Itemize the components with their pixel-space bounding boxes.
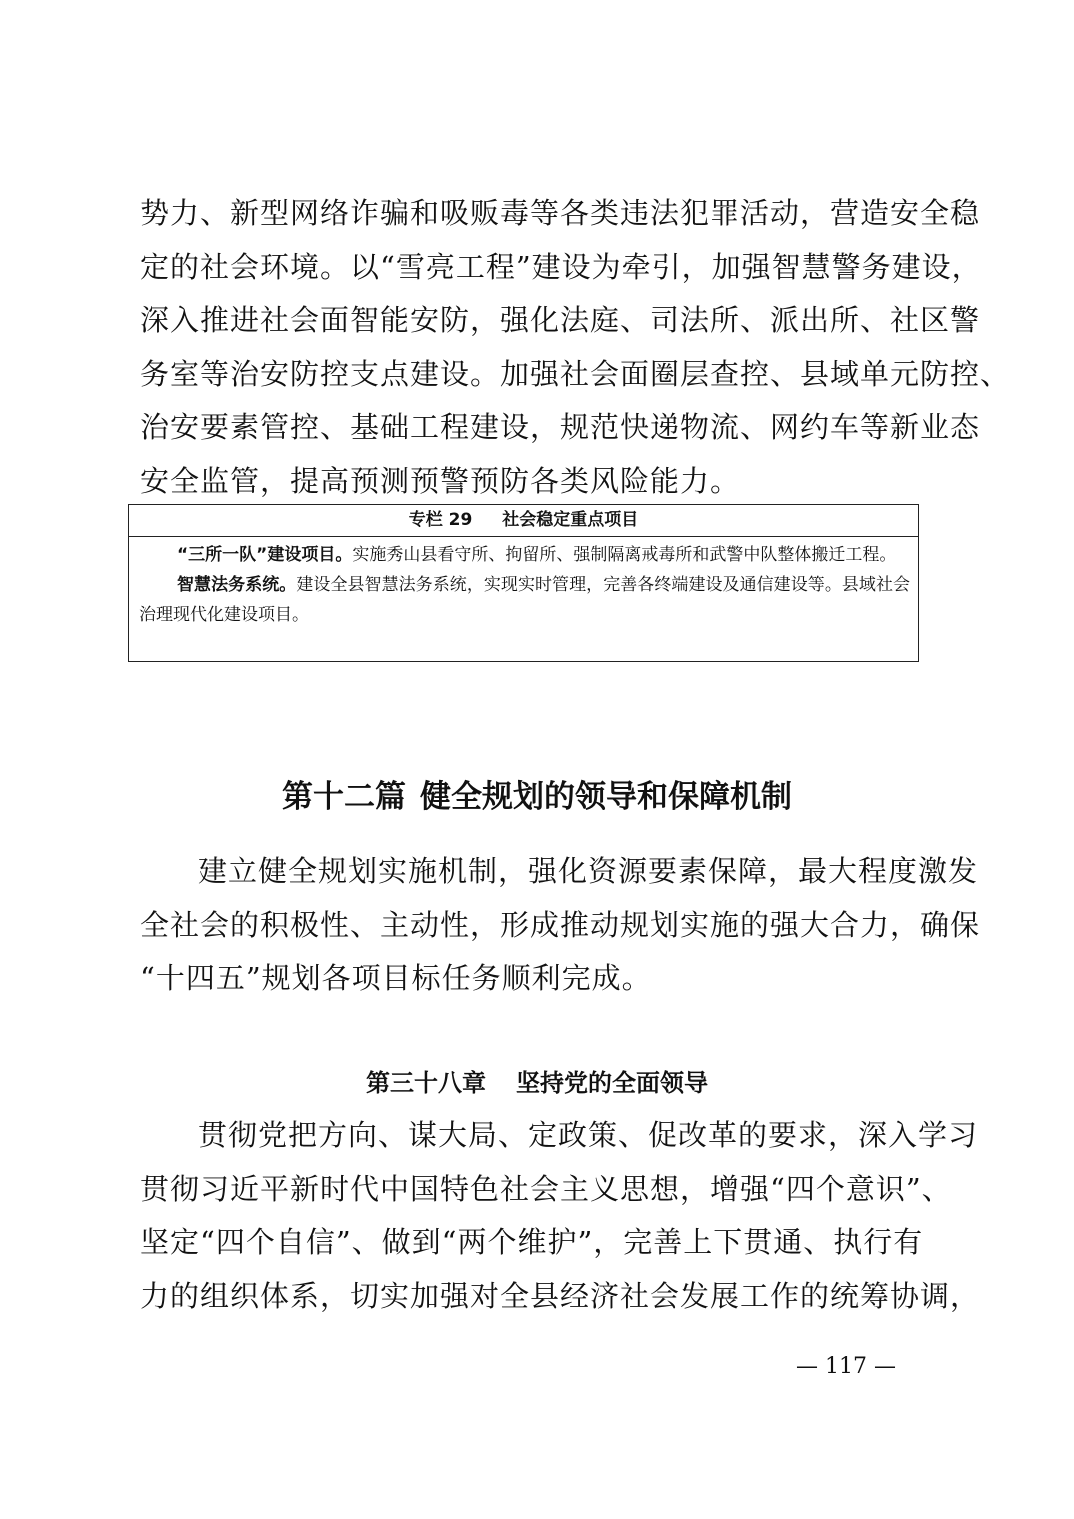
text-line: 力的组织体系，切实加强对全县经济社会发展工作的统筹协调， — [140, 1278, 981, 1313]
text-line: 定的社会环境。以“雪亮工程”建设为牵引，加强智慧警务建设， — [140, 249, 982, 284]
box-item — [139, 540, 910, 570]
text-line: 深入推进社会面智能安防，强化法庭、司法所、派出所、社区警 — [140, 303, 981, 337]
box-number: 专栏 29 — [408, 510, 473, 530]
chapter-heading: 坚持党的全面领导 — [516, 1069, 708, 1097]
box-item-text: 实施秀山县看守所、拘留所、强制隔离戒毒所和武警中队整体搬迁工程。 — [352, 545, 897, 565]
part-heading: 健全规划的领导和保障机制 — [420, 779, 792, 815]
text-line: 务室等治安防控支点建设。加强社会面圈层查控、县域单元防控、 — [140, 356, 1011, 391]
text-line: 贯彻党把方向、谋大局、定政策、促改革的要求，深入学习 — [198, 1118, 979, 1152]
text-line: 贯彻习近平新时代中国特色社会主义思想，增强“四个意识”、 — [140, 1171, 952, 1206]
text-line: 坚定“四个自信”、做到“两个维护”，完善上下贯通、执行有 — [140, 1225, 924, 1259]
sidebar-box — [128, 504, 919, 662]
part-intro-paragraph — [140, 845, 981, 1006]
body-paragraph-1 — [140, 187, 1011, 508]
text-line: “十四五”规划各项目标任务顺利完成。 — [140, 961, 652, 995]
text-line: 全社会的积极性、主动性，形成推动规划实施的强大合力，确保 — [140, 907, 981, 942]
box-item-heading: 智慧法务系统。 — [177, 575, 297, 595]
text-line: 安全监管，提高预测预警预防各类风险能力。 — [140, 463, 741, 498]
box-item-text: 建设全县智慧法务系统，实现实时管理，完善各终端建设及通信建设等。县域社会治理现代化建设项目。 — [139, 575, 911, 625]
box-title: 社会稳定重点项目 — [502, 510, 639, 530]
text-line: 建立健全规划实施机制，强化资源要素保障，最大程度激发 — [198, 854, 979, 888]
part-number: 第十二篇 — [282, 779, 406, 815]
chapter-paragraph — [140, 1109, 981, 1323]
page-number: — 117 — — [796, 1354, 896, 1379]
box-item — [139, 570, 910, 630]
part-title — [0, 775, 1074, 819]
text-line: 势力、新型网络诈骗和吸贩毒等各类违法犯罪活动，营造安全稳 — [140, 196, 981, 230]
box-item-heading: “三所一队”建设项目。 — [177, 545, 353, 565]
text-line: 治安要素管控、基础工程建设，规范快递物流、网约车等新业态 — [140, 410, 981, 444]
chapter-number: 第三十八章 — [366, 1069, 486, 1097]
chapter-title — [0, 1063, 1074, 1103]
box-header — [129, 505, 918, 537]
box-body — [129, 537, 918, 630]
